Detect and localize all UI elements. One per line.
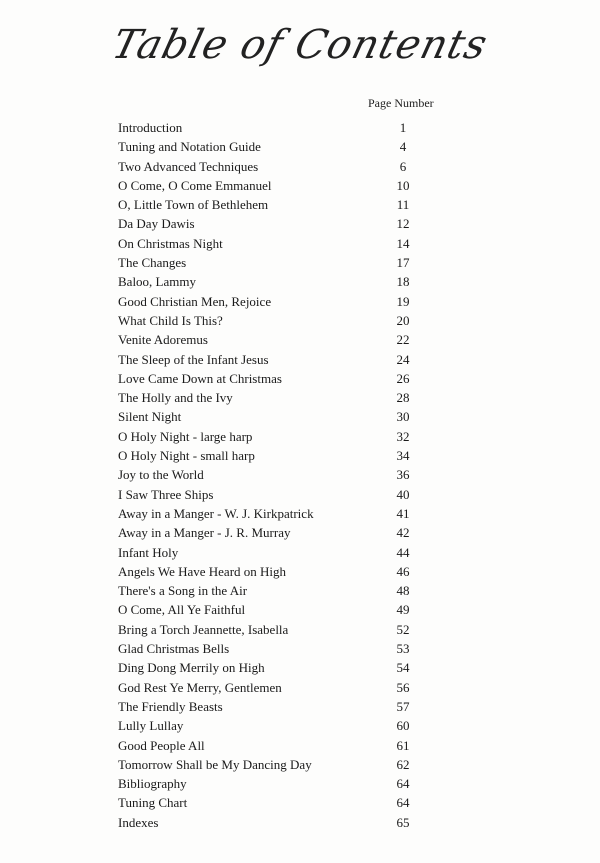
- toc-entry-title: What Child Is This?: [118, 312, 223, 328]
- table-of-contents-list: [118, 118, 438, 832]
- toc-entry-title: Indexes: [118, 814, 159, 830]
- toc-entry: [118, 407, 438, 426]
- toc-entry-page-number: 1: [399, 120, 407, 135]
- toc-entry: [118, 755, 438, 774]
- toc-entry-title: Good Christian Men, Rejoice: [118, 293, 272, 309]
- toc-entry: [118, 176, 438, 195]
- toc-entry-page-number: 40: [396, 486, 410, 502]
- toc-entry: [118, 736, 438, 755]
- toc-entry-page-number: 56: [396, 679, 410, 695]
- toc-entry-title: Baloo, Lammy: [118, 274, 196, 290]
- toc-entry: [118, 600, 438, 619]
- toc-entry: [118, 562, 438, 581]
- toc-entry-page-number: 6: [399, 158, 407, 174]
- toc-entry-title: Joy to the World: [118, 467, 204, 483]
- toc-entry: [118, 388, 438, 407]
- toc-entry: [118, 658, 438, 677]
- toc-entry-title: Tomorrow Shall be My Dancing Day: [118, 756, 312, 772]
- toc-entry-page-number: 11: [396, 197, 410, 213]
- toc-entry-page-number: 54: [396, 660, 410, 676]
- toc-entry: [118, 446, 438, 465]
- toc-entry-title: Lully Lullay: [118, 718, 184, 734]
- toc-entry: [118, 311, 438, 330]
- toc-entry-page-number: 26: [396, 370, 410, 386]
- toc-entry-page-number: 65: [396, 814, 410, 830]
- toc-entry: [118, 813, 438, 832]
- toc-entry: [118, 465, 438, 484]
- toc-entry: [118, 369, 438, 388]
- toc-entry-title: O Holy Night - small harp: [118, 448, 255, 464]
- toc-entry: [118, 678, 438, 697]
- toc-entry-page-number: 32: [396, 428, 410, 444]
- toc-entry-title: There's a Song in the Air: [118, 583, 248, 599]
- toc-entry: [118, 716, 438, 735]
- toc-entry: [118, 137, 438, 156]
- toc-entry-page-number: 57: [396, 698, 410, 714]
- toc-entry-title: Infant Holy: [118, 544, 179, 560]
- toc-entry-title: Tuning and Notation Guide: [118, 139, 261, 155]
- page-number-column-header: Page Number: [368, 96, 434, 110]
- toc-entry-page-number: 64: [396, 776, 410, 792]
- toc-entry: [118, 253, 438, 272]
- toc-entry-page-number: 44: [396, 544, 410, 560]
- toc-entry-title: Tuning Chart: [118, 795, 188, 811]
- toc-entry-page-number: 48: [396, 583, 410, 599]
- toc-entry-title: Silent Night: [118, 409, 182, 425]
- toc-entry-title: The Changes: [118, 255, 187, 271]
- toc-entry-page-number: 42: [396, 525, 410, 541]
- toc-entry: [118, 234, 438, 253]
- toc-entry-title: Bibliography: [118, 776, 187, 792]
- toc-entry-page-number: 36: [396, 467, 410, 483]
- toc-entry-title: Da Day Dawis: [118, 216, 195, 232]
- toc-entry: [118, 523, 438, 542]
- toc-entry: [118, 639, 438, 658]
- toc-entry-page-number: 60: [396, 718, 410, 734]
- toc-entry-title: Venite Adoremus: [118, 332, 208, 348]
- toc-entry-title: Ding Dong Merrily on High: [118, 660, 265, 676]
- toc-entry-page-number: 53: [396, 641, 410, 657]
- toc-entry: [118, 118, 438, 137]
- toc-entry: [118, 620, 438, 639]
- toc-entry: [118, 427, 438, 446]
- toc-entry-title: The Friendly Beasts: [118, 698, 223, 714]
- toc-entry: [118, 214, 438, 233]
- toc-entry: [118, 504, 438, 523]
- toc-entry-title: Introduction: [118, 120, 183, 135]
- toc-entry-page-number: 18: [396, 274, 410, 290]
- toc-entry: [118, 330, 438, 349]
- toc-entry-page-number: 19: [396, 293, 410, 309]
- toc-entry: [118, 697, 438, 716]
- toc-entry-page-number: 34: [396, 448, 410, 464]
- toc-entry-page-number: 24: [396, 351, 410, 367]
- toc-entry: [118, 793, 438, 812]
- toc-entry-page-number: 10: [396, 177, 410, 193]
- page-title: Table of Contents: [107, 22, 493, 68]
- toc-entry-title: Away in a Manger - W. J. Kirkpatrick: [118, 505, 314, 521]
- toc-entry: [118, 157, 438, 176]
- toc-entry-title: Love Came Down at Christmas: [118, 370, 282, 386]
- toc-entry: [118, 350, 438, 369]
- toc-entry-title: On Christmas Night: [118, 235, 223, 251]
- toc-entry-title: O Holy Night - large harp: [118, 428, 253, 444]
- toc-entry: [118, 195, 438, 214]
- toc-entry-page-number: 41: [396, 505, 410, 521]
- toc-entry: [118, 581, 438, 600]
- toc-entry: [118, 485, 438, 504]
- toc-entry-page-number: 61: [396, 737, 410, 753]
- toc-entry-page-number: 22: [396, 332, 410, 348]
- toc-entry-page-number: 46: [396, 563, 410, 579]
- toc-entry: [118, 272, 438, 291]
- toc-entry: [118, 543, 438, 562]
- toc-entry-title: Glad Christmas Bells: [118, 641, 230, 657]
- toc-entry-title: Away in a Manger - J. R. Murray: [118, 525, 291, 541]
- toc-entry-title: O, Little Town of Bethlehem: [118, 197, 269, 213]
- toc-entry-title: Two Advanced Techniques: [118, 158, 259, 174]
- toc-entry-title: I Saw Three Ships: [118, 486, 214, 502]
- toc-entry-title: The Holly and the Ivy: [118, 390, 233, 406]
- toc-entry-page-number: 64: [396, 795, 410, 811]
- toc-entry-page-number: 17: [396, 255, 410, 271]
- toc-entry-page-number: 49: [396, 602, 410, 618]
- toc-entry-title: God Rest Ye Merry, Gentlemen: [118, 679, 282, 695]
- toc-entry-title: The Sleep of the Infant Jesus: [118, 351, 269, 367]
- toc-entry-title: Bring a Torch Jeannette, Isabella: [118, 621, 289, 637]
- toc-entry-page-number: 62: [396, 756, 410, 772]
- toc-entry-page-number: 20: [396, 312, 410, 328]
- toc-entry-title: O Come, All Ye Faithful: [118, 602, 246, 618]
- toc-entry-page-number: 14: [396, 235, 410, 251]
- toc-entry-page-number: 12: [396, 216, 410, 232]
- toc-entry-page-number: 52: [396, 621, 410, 637]
- toc-entry-title: Good People All: [118, 737, 205, 753]
- toc-entry-page-number: 30: [396, 409, 410, 425]
- toc-entry-title: O Come, O Come Emmanuel: [118, 177, 272, 193]
- toc-entry-page-number: 28: [396, 390, 410, 406]
- toc-entry-title: Angels We Have Heard on High: [118, 563, 287, 579]
- toc-entry: [118, 774, 438, 793]
- toc-entry-page-number: 4: [399, 139, 407, 155]
- toc-entry: [118, 292, 438, 311]
